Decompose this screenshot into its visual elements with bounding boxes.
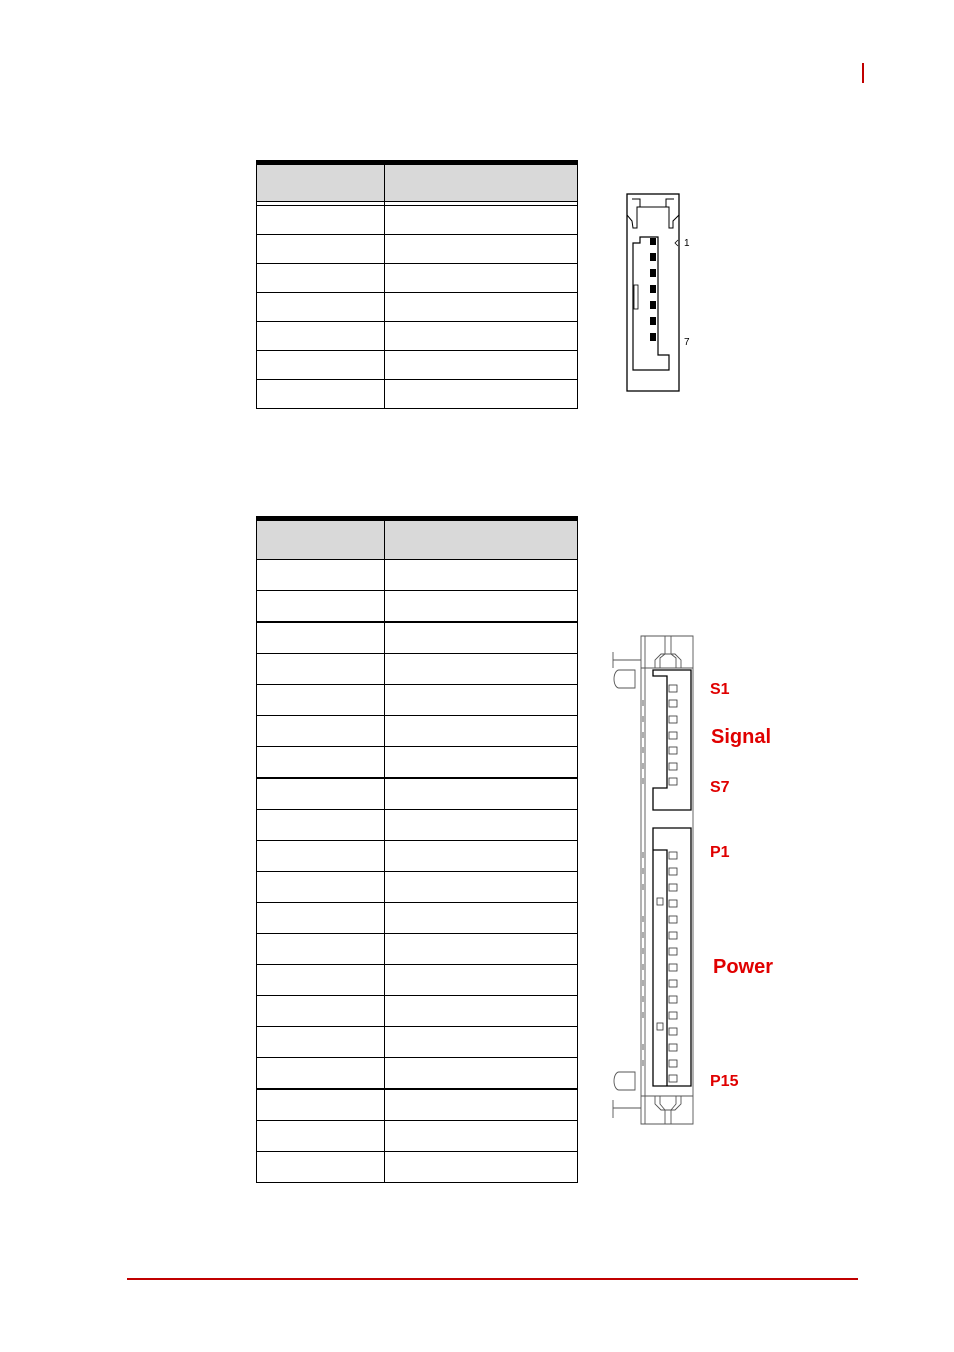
header-cell: [257, 163, 385, 202]
table-cell: [385, 293, 578, 322]
label-p15: P15: [710, 1073, 739, 1090]
table-row: [257, 965, 578, 996]
table-cell: [257, 293, 385, 322]
table-row: [257, 322, 578, 351]
footer-rule: [127, 1278, 858, 1280]
table-cell: [385, 1058, 578, 1090]
table-row: [257, 747, 578, 779]
table-cell: [385, 622, 578, 654]
table-row: [257, 841, 578, 872]
table-row: [257, 351, 578, 380]
table-cell: [385, 351, 578, 380]
table-cell: [257, 778, 385, 810]
power-connector-diagram: [605, 630, 795, 1130]
table-row: [257, 560, 578, 591]
header-accent-mark: [862, 63, 864, 83]
table-cell: [385, 747, 578, 779]
label-power: Power: [713, 956, 774, 978]
label-p1: P1: [710, 844, 730, 861]
table-cell: [257, 622, 385, 654]
table-cell: [257, 560, 385, 591]
table-row: [257, 1058, 578, 1090]
header-cell: [385, 519, 578, 560]
table-cell: [257, 380, 385, 409]
table-cell: [257, 810, 385, 841]
table-cell: [257, 654, 385, 685]
table-row: [257, 654, 578, 685]
table-cell: [385, 380, 578, 409]
table-cell: [257, 1089, 385, 1121]
table-cell: [257, 206, 385, 235]
table-cell: [257, 965, 385, 996]
table-cell: [385, 934, 578, 965]
table-row: [257, 810, 578, 841]
table-cell: [385, 716, 578, 747]
table-cell: [385, 778, 578, 810]
label-s1: S1: [710, 681, 730, 698]
table-row: [257, 264, 578, 293]
table-row: [257, 380, 578, 409]
table-row: [257, 685, 578, 716]
table-cell: [385, 654, 578, 685]
label-s7: S7: [710, 779, 730, 796]
table-row: [257, 716, 578, 747]
table-cell: [257, 1027, 385, 1058]
table-row: [257, 591, 578, 623]
table-cell: [385, 1089, 578, 1121]
table-cell: [385, 965, 578, 996]
table-cell: [257, 996, 385, 1027]
table-cell: [257, 841, 385, 872]
table-cell: [385, 264, 578, 293]
power-pin-table: [256, 516, 578, 1183]
table-row: [257, 996, 578, 1027]
table-cell: [257, 716, 385, 747]
table-cell: [385, 322, 578, 351]
table-header-row: [257, 519, 578, 560]
table-cell: [257, 685, 385, 716]
table-row: [257, 1121, 578, 1152]
table-cell: [385, 235, 578, 264]
table-cell: [385, 560, 578, 591]
sata-pin-first-label: 1: [684, 238, 690, 249]
table-cell: [385, 903, 578, 934]
table-cell: [385, 685, 578, 716]
table-row: [257, 622, 578, 654]
table-cell: [385, 1152, 578, 1183]
header-cell: [257, 519, 385, 560]
table-cell: [257, 591, 385, 623]
table-cell: [385, 841, 578, 872]
table-cell: [385, 591, 578, 623]
table-cell: [257, 903, 385, 934]
sata-connector-diagram: [610, 185, 700, 400]
table-row: [257, 778, 578, 810]
table-cell: [257, 1121, 385, 1152]
table-cell: [257, 235, 385, 264]
sata-pin-last-label: 7: [684, 337, 690, 348]
table-row: [257, 1152, 578, 1183]
table-cell: [385, 1027, 578, 1058]
header-cell: [385, 163, 578, 202]
table-header-row: [257, 163, 578, 202]
label-signal: Signal: [711, 726, 772, 748]
table-row: [257, 903, 578, 934]
table-cell: [385, 1121, 578, 1152]
table-cell: [257, 1152, 385, 1183]
table-cell: [385, 810, 578, 841]
table-row: [257, 872, 578, 903]
table-cell: [385, 996, 578, 1027]
table-row: [257, 206, 578, 235]
table-row: [257, 934, 578, 965]
table-cell: [385, 206, 578, 235]
table-row: [257, 235, 578, 264]
table-row: [257, 1027, 578, 1058]
sata-pin-table: [256, 160, 578, 409]
table-cell: [257, 934, 385, 965]
table-cell: [257, 322, 385, 351]
table-cell: [257, 264, 385, 293]
table-cell: [385, 872, 578, 903]
table-cell: [257, 872, 385, 903]
table-cell: [257, 1058, 385, 1090]
table-cell: [257, 747, 385, 779]
table-cell: [257, 351, 385, 380]
table-row: [257, 1089, 578, 1121]
table-row: [257, 293, 578, 322]
